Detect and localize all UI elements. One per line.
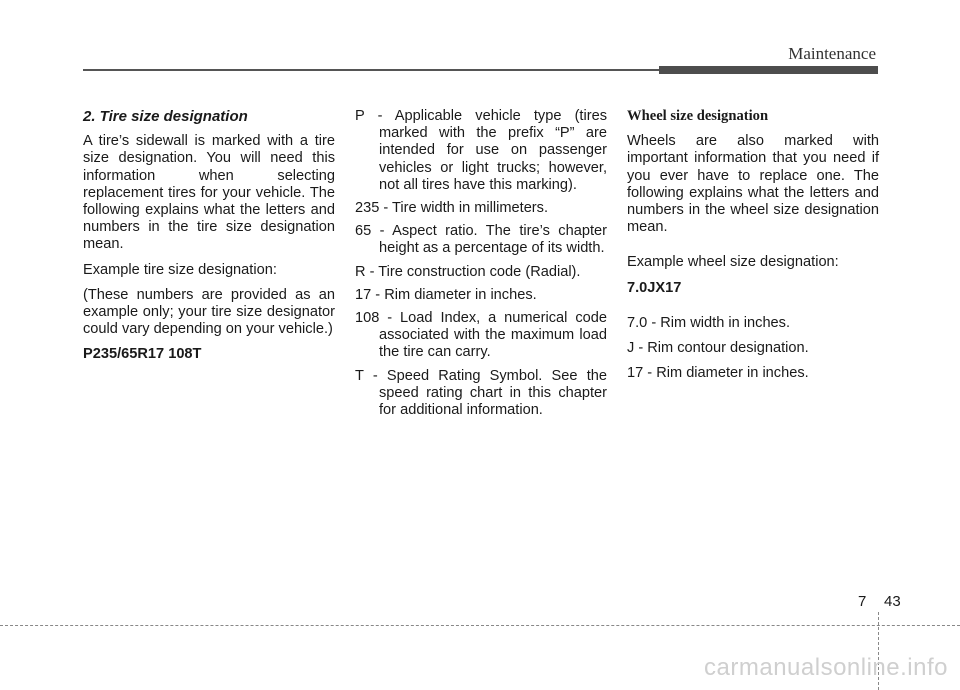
wheel-size-heading: Wheel size designation (627, 108, 769, 124)
definition-item: T - Speed Rating Symbol. See the speed rating chart in this chapter for additional information. (355, 367, 607, 419)
tire-size-intro: A tire’s sidewall is marked with a tire size designation. You will need this information when selecting replacement tires for your vehicle. The following explains what the letters and numbers in the tire size designation mean. (83, 133, 335, 253)
definition-item: 108 - Load Index, a numerical code associated with the maximum load the tire can carry. (355, 310, 607, 361)
footer-rule (0, 625, 960, 626)
definition-item: 65 - Aspect ratio. The tire’s chapter height as a percentage of its width. (355, 223, 607, 257)
wheel-def-item: J - Rim contour designation. (627, 340, 809, 357)
tire-size-example-label: Example tire size designation: (83, 261, 277, 278)
wheel-size-example: 7.0JX17 (627, 279, 682, 296)
column-right (627, 108, 879, 390)
definition-item: 235 - Tire width in millimeters. (355, 200, 549, 217)
tire-size-note: (These numbers are provided as an example only; your tire size designator could vary depending on your vehicle.) (83, 286, 335, 338)
page-number: 43 (884, 593, 901, 610)
header-rule (83, 69, 659, 71)
tire-size-example: P235/65R17 108T (83, 346, 202, 363)
column-middle (355, 108, 607, 425)
wheel-def-item: 17 - Rim diameter in inches. (627, 365, 809, 382)
wheel-size-example-label: Example wheel size designation: (627, 254, 839, 271)
column-left (83, 108, 335, 372)
definition-item: R - Tire construction code (Radial). (355, 263, 581, 280)
chapter-number: 7 (858, 593, 867, 610)
section-title: Maintenance (788, 44, 876, 63)
wheel-size-intro: Wheels are also marked with important information that you need if you ever have to replace one. The following explains what the letters and numbers in the wheel size designation mean. (627, 133, 879, 236)
watermark: carmanualsonline.info (704, 654, 948, 681)
header-bar (659, 66, 878, 74)
definition-item: P - Applicable vehicle type (tires marked with the prefix “P” are intended for use on passenger vehicles or light trucks; however, not all tires have this marking). (355, 108, 607, 193)
wheel-def-item: 7.0 - Rim width in inches. (627, 314, 791, 331)
definition-item: 17 - Rim diameter in inches. (355, 286, 537, 303)
tire-size-subhead: 2. Tire size designation (83, 108, 248, 125)
